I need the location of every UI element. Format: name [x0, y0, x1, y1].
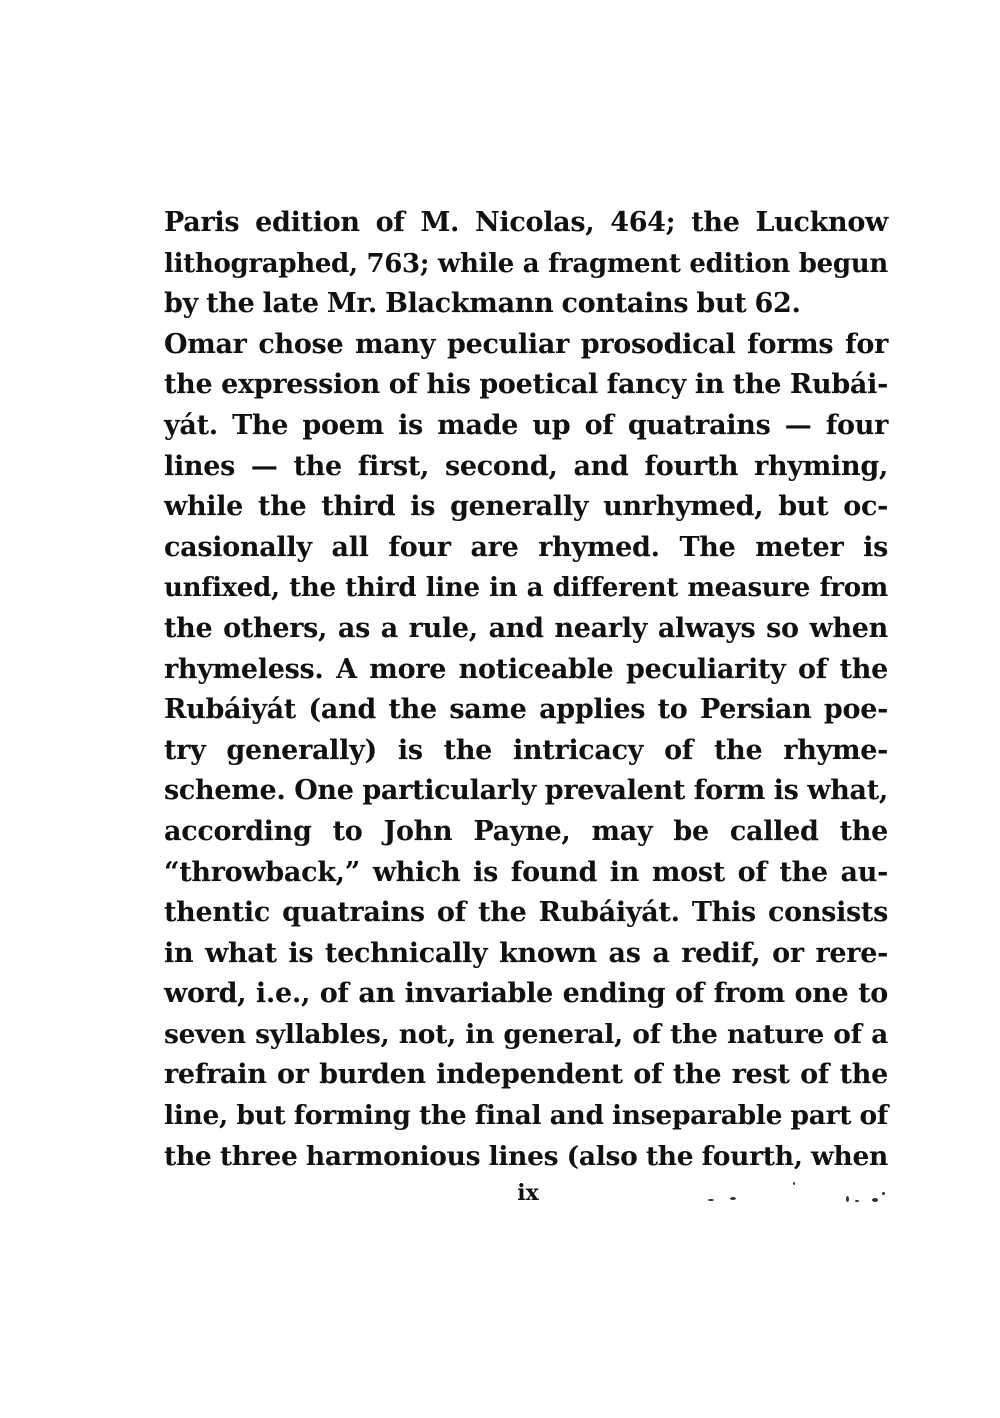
text-line: word, i.e., of an invariable ending of from one to: [164, 978, 888, 1010]
text-line: according to John Payne, may be called the: [164, 815, 888, 847]
body-text: [164, 203, 888, 1177]
text-line: Omar chose many peculiar prosodical forms for: [164, 328, 888, 360]
scan-speck: [708, 1199, 714, 1201]
text-line: refrain or burden independent of the rest of the: [164, 1059, 888, 1091]
text-line: scheme. One particularly prevalent form is what,: [164, 775, 888, 807]
text-line: Rubáiyát (and the same applies to Persian poe-: [164, 694, 888, 726]
text-line: the others, as a rule, and nearly always so when: [164, 612, 888, 644]
text-line: in what is technically known as a redif, or rere-: [164, 937, 888, 969]
text-line: the three harmonious lines (also the fourth, when: [164, 1140, 888, 1172]
scan-speck: [855, 1200, 859, 1202]
text-line: rhymeless. A more noticeable peculiarity of the: [164, 653, 888, 685]
text-line: line, but forming the final and inseparable part of: [164, 1100, 888, 1132]
scan-speck: [793, 1182, 795, 1185]
text-line: by the late Mr. Blackmann contains but 62.: [164, 288, 801, 320]
text-line: seven syllables, not, in general, of the nature of a: [164, 1018, 888, 1050]
text-line: thentic quatrains of the Rubáiyát. This consists: [164, 897, 888, 929]
text-line: lines — the first, second, and fourth rhyming,: [164, 450, 888, 482]
text-line: lithographed, 763; while a fragment edition begun: [164, 248, 888, 279]
text-line: try generally) is the intricacy of the rhyme-: [164, 734, 888, 766]
text-line: Paris edition of M. Nicolas, 464; the Lucknow: [164, 207, 888, 238]
scan-speck: [882, 1192, 885, 1195]
scan-speck: [846, 1196, 849, 1202]
text-line: the expression of his poetical fancy in the Rubái-: [164, 369, 888, 401]
text-line: casionally all four are rhymed. The meter is: [164, 531, 888, 563]
scan-speck: [872, 1198, 878, 1202]
scan-speck: [730, 1197, 736, 1200]
text-line: “throwback,” which is found in most of the au-: [164, 856, 888, 888]
text-line: unfixed, the third line in a different measure from: [164, 573, 888, 604]
text-line: while the third is generally unrhymed, but oc-: [164, 491, 888, 523]
page-number: ix: [517, 1180, 539, 1206]
text-line: yát. The poem is made up of quatrains — four: [164, 409, 888, 441]
